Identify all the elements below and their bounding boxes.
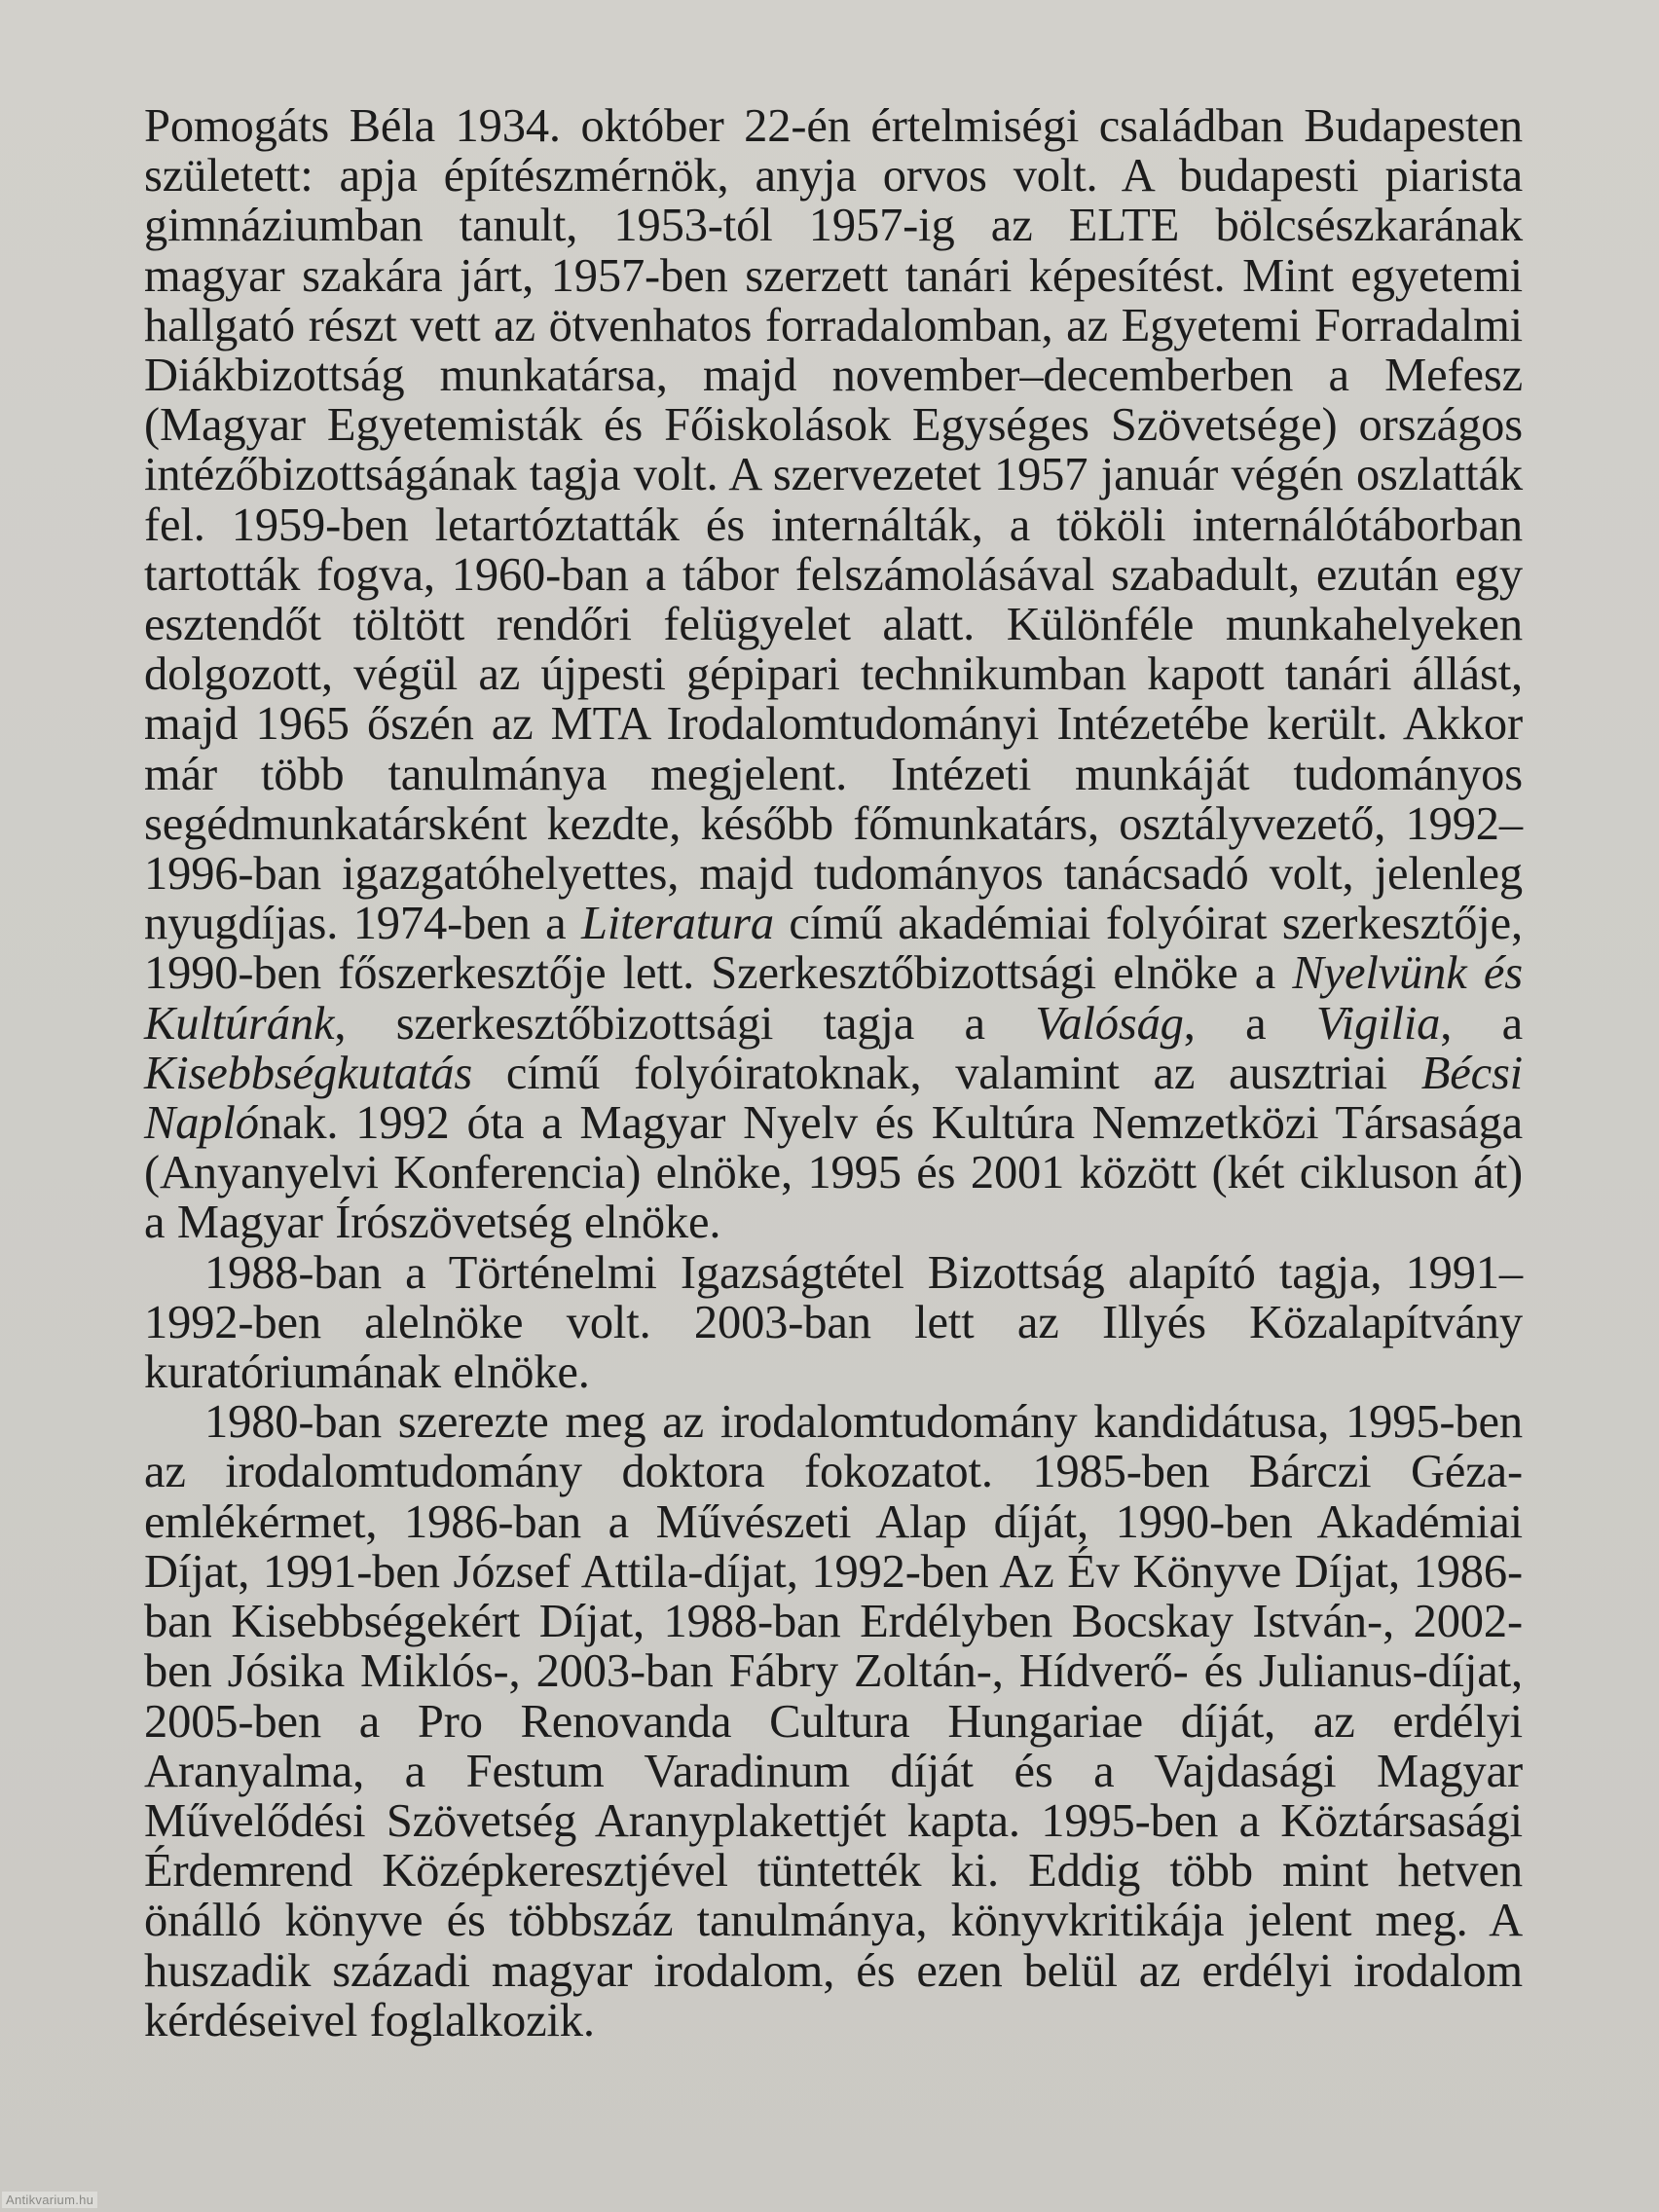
italic-title: Kisebbségkutatás [144,1047,473,1099]
text-run: Pomogáts Béla 1934. október 22-én értelmiségi családban Budapesten született: apja építészmérnök, anyja orvos volt. A budapesti piarista gimnáziumban tanult, 1953-tól 1957-ig az ELTE bölcsészkarának magyar szakára járt, 1957-ben szerzett tanári képesítést. Mint egyetemi hallgató részt vett az ötvenhatos forradalomban, az Egyetemi Forradalmi Diákbizottság munkatársa, majd november–decemberben a Mefesz (Magyar Egyetemisták és Főiskolások Egységes Szövetsége) országos intézőbizottságának tagja volt. A szervezetet 1957 január végén oszlatták fel. 1959-ben letartóztatták és internálták, a tököli internálótáborban tartották fogva, 1960-ban a tábor felszámolásával szabadult, ezután egy esztendőt töltött rendőri felügyelet alatt. Különféle munkahelyeken dolgozott, végül az újpesti gépipari technikumban kapott tanári állást, majd 1965 őszén az MTA Irodalomtudományi Intézetébe került. Akkor már több tanulmánya megjelent. Intézeti munkáját tudományos segédmunkatársként kezdte, később főmunkatárs, osztályvezető, 1992–1996-ban igazgatóhelyettes, majd tudományos tanácsadó volt, jelenleg nyugdíjas. 1974-ben a [144,100,1523,950]
italic-title: Nyelvünk és Kultúránk [144,947,1523,1050]
italic-title: Vigilia [1315,997,1441,1050]
text-run: nak. 1992 óta a Magyar Nyelv és Kultúra Nemzetközi Társasága (Anyanyelvi Konferencia) elnöke, 1995 és 2001 között (két cikluson át) a Magyar Írószövetség elnöke. [144,1097,1523,1249]
italic-title: Bécsi Napló [144,1047,1523,1150]
paragraph-awards [144,1397,1523,2046]
text-run: , a [1440,997,1523,1050]
paragraph-memberships [144,1248,1523,1398]
biography-text [144,101,1523,2046]
text-run: 1988-ban a Történelmi Igazságtétel Bizottság alapító tagja, 1991–1992-ben alelnöke volt. 2003-ban lett az Illyés Közalapítvány kuratóriumának elnöke. [144,1246,1523,1399]
text-run: 1980-ban szerezte meg az irodalomtudomány kandidátusa, 1995-ben az irodalomtudomány doktora fokozatot. 1985-ben Bárczi Géza-emlékérmet, 1986-ban a Művészeti Alap díját, 1990-ben Akadémiai Díjat, 1991-ben József Attila-díjat, 1992-ben Az Év Könyve Díjat, 1986-ban Kisebbségekért Díjat, 1988-ban Erdélyben Bocskay István-, 2002-ben Jósika Miklós-, 2003-ban Fábry Zoltán-, Hídverő- és Julianus-díjat, 2005-ben a Pro Renovanda Cultura Hungariae díját, az erdélyi Aranyalma, a Festum Varadinum díját és a Vajdasági Magyar Művelődési Szövetség Aranyplakettjét kapta. 1995-ben a Köztársasági Érdemrend Középkeresztjével tüntették ki. Eddig több mint hetven önálló könyve és többszáz tanulmánya, könyvkritikája jelent meg. A huszadik századi magyar irodalom, és ezen belül az erdélyi irodalom kérdéseivel foglalkozik. [144,1396,1523,2046]
text-run: , a [1183,997,1316,1050]
site-watermark: Antikvarium.hu [2,2192,97,2208]
text-run: , szerkesztőbizottsági tagja a [334,997,1036,1050]
italic-title: Literatura [581,898,774,950]
paragraph-career [144,101,1523,1248]
text-run: című folyóiratoknak, valamint az ausztriai [472,1047,1421,1099]
text-run: című akadémiai folyóirat szerkesztője, 1990-ben főszerkesztője lett. Szerkesztőbizottsági elnöke a [144,898,1523,1000]
italic-title: Valóság [1035,997,1184,1050]
